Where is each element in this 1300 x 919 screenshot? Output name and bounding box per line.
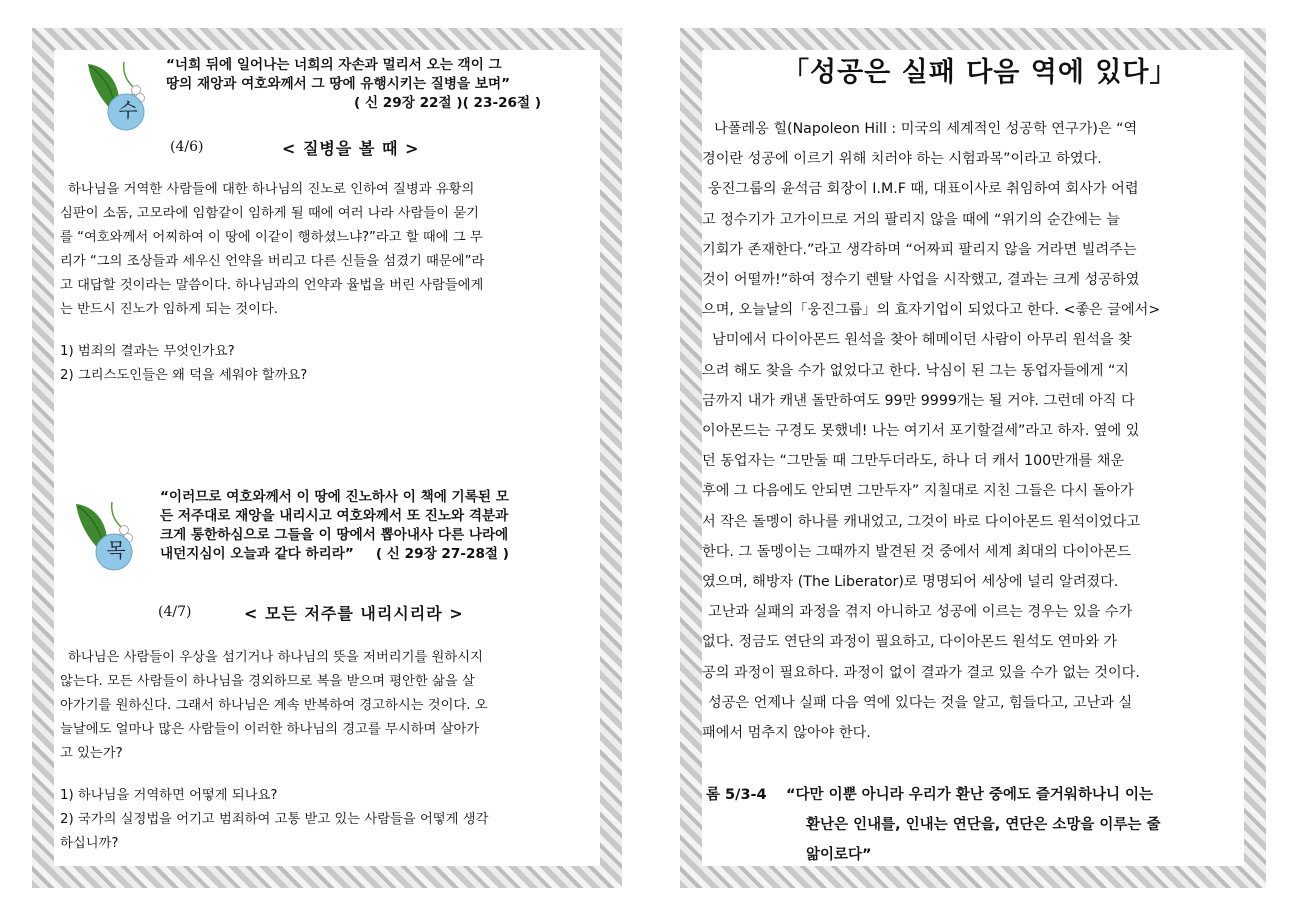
body-line: 않는다. 모든 사람들이 하나님을 경외하므로 복을 받으며 평안한 삶을 살 — [60, 674, 475, 689]
verse-reference: ( 신 29장 22절 )( 23-26절 ) — [354, 95, 542, 111]
left-page — [32, 28, 622, 888]
verse-line: 환난은 인내를, 인내는 연단을, 연단은 소망을 이루는 줄 — [806, 817, 1161, 833]
verse-quote — [160, 488, 600, 564]
body-line: 후에 그 다음에도 안되면 그만두자” 지칠대로 지친 그들은 다시 돌아가 — [702, 483, 1134, 500]
body-line: 였으며, 해방자 (The Liberator)로 명명되어 세상에 널리 알려졌다. — [702, 574, 1119, 591]
question-list — [60, 784, 488, 856]
body-line: 를 “여호와께서 어찌하여 이 땅에 이같이 행하셨느냐?”라고 할 때에 그 무 — [60, 230, 483, 245]
body-line: 하나님은 사람들이 우상을 섬기거나 하나님의 뜻을 저버리기를 원하시지 — [68, 650, 483, 665]
right-page — [680, 28, 1266, 888]
body-line: 고 대답할 것이라는 말씀이다. 하나님과의 언약과 율법을 버린 사람들에게 — [60, 278, 484, 293]
date-label: (4/7) — [158, 604, 192, 620]
verse-last-line — [160, 545, 600, 564]
body-line: 웅진그룹의 윤석금 회장이 I.M.F 때, 대표이사로 취임하여 회사가 어렵 — [708, 181, 1139, 198]
body-line: 것이 어떨까!”하여 정수기 렌탈 사업을 시작했고, 결과는 크게 성공하였 — [702, 272, 1140, 289]
body-paragraph — [60, 646, 488, 766]
question-item: 1) 범죄의 결과는 무엇인가요? — [60, 344, 235, 359]
body-line: 는 반드시 진노가 임하게 되는 것이다. — [60, 302, 279, 317]
verse-line: 크게 통한하심으로 그들을 이 땅에서 뽑아내사 다른 나라에 — [160, 527, 509, 543]
badge-character: 수 — [118, 98, 138, 122]
body-line: 고 있는가? — [60, 746, 123, 761]
body-line: 기회가 존재한다.”라고 생각하며 “어짜피 팔리지 않을 거라면 빌려주는 — [702, 241, 1137, 258]
section-title: < 질병을 볼 때 > — [282, 139, 420, 158]
body-line: 심판이 소돔, 고모라에 임함같이 임하게 될 때에 여러 나라 사람들이 묻기 — [60, 206, 479, 221]
verse-line: 든 저주대로 재앙을 내리시고 여호와께서 또 진노와 격분과 — [160, 508, 509, 524]
body-line: 으려 해도 찾을 수가 없었다고 한다. 낙심이 된 그는 동업자들에게 “지 — [702, 362, 1129, 379]
body-line: 고 정수기가 고가이므로 거의 팔리지 않을 때에 “위기의 순간에는 늘 — [702, 211, 1120, 228]
verse-line: “이러므로 여호와께서 이 땅에 진노하사 이 책에 기록된 모 — [160, 489, 509, 505]
verse-quote — [166, 56, 600, 113]
body-line: 패에서 멈추지 않아야 한다. — [702, 725, 871, 742]
body-line: 한다. 그 돌멩이는 그때까지 발견된 것 중에서 세계 최대의 다이아몬드 — [702, 543, 1131, 560]
verse-line: “다만 이뿐 아니라 우리가 환난 중에도 즐거워하나니 이는 — [786, 787, 1154, 803]
body-line: 던 동업자는 “그만둘 때 그만두더라도, 하나 더 캐서 100만개를 채운 — [702, 453, 1125, 470]
body-line: 없다. 정금도 연단의 과정이 필요하고, 다이아몬드 원석도 연마와 가 — [702, 634, 1118, 651]
verse-quote — [786, 780, 1161, 866]
body-line: 서 작은 돌멩이 하나를 캐내었고, 그것이 바로 다이아몬드 원석이었다고 — [702, 513, 1141, 530]
body-line: 으며, 오늘날의「웅진그룹」의 효자기업이 되었다고 한다. <좋은 글에서> — [702, 302, 1161, 319]
body-line: 리가 “그의 조상들과 세우신 언약을 버리고 다른 신들을 섬겼기 때문에”라 — [60, 254, 485, 269]
verse-line: 땅의 재앙과 여호와께서 그 땅에 유행시키는 질병을 보며” — [166, 76, 511, 92]
body-line: 경이란 성공에 이르기 위해 치러야 하는 시험과목”이라고 하였다. — [702, 151, 1102, 168]
body-line: 늘날에도 얼마나 많은 사람들이 이러한 하나님의 경고를 무시하며 살아가 — [60, 722, 480, 737]
question-item: 하십니까? — [60, 836, 119, 851]
date-label: (4/6) — [170, 139, 204, 155]
body-line: 이아몬드는 구경도 못했네! 나는 여기서 포기할걸세”라고 하자. 옆에 있 — [702, 423, 1140, 440]
body-line: 아가기를 원하신다. 그래서 하나님은 계속 반복하여 경고하시는 것이다. 오 — [60, 698, 488, 713]
badge-character: 목 — [106, 538, 126, 562]
question-list — [60, 340, 307, 388]
body-line: 고난과 실패의 과정을 겪지 아니하고 성공에 이르는 경우는 있을 수가 — [708, 604, 1133, 621]
question-item: 2) 국가의 실정법을 어기고 범죄하여 고통 받고 있는 사람들을 어떻게 생각 — [60, 812, 489, 827]
body-line: 성공은 언제나 실패 다음 역에 있다는 것을 알고, 힘들다고, 고난과 실 — [708, 694, 1133, 711]
verse-line: 앎이로다” — [806, 847, 872, 863]
body-line: 남미에서 다이아몬드 원석을 찾아 헤메이던 사람이 아무리 원석을 찾 — [712, 332, 1132, 349]
body-line: 공의 과정이 필요하다. 과정이 없이 결과가 결코 있을 수가 없는 것이다. — [702, 664, 1140, 681]
page-title: 「성공은 실패 다음 역에 있다」 — [782, 57, 1178, 88]
verse-reference: ( 신 29장 27-28절 ) — [375, 546, 509, 562]
body-line: 하나님을 거역한 사람들에 대한 하나님의 진노로 인하여 질병과 유황의 — [68, 182, 475, 197]
lily-of-the-valley-icon — [66, 496, 146, 580]
body-paragraph — [60, 178, 484, 322]
lily-of-the-valley-icon — [78, 56, 158, 140]
section-title: < 모든 저주를 내리시리라 > — [244, 604, 464, 623]
question-item: 1) 하나님을 거역하면 어떻게 되나요? — [60, 788, 278, 803]
body-paragraph — [702, 114, 1160, 748]
body-line: 금까지 내가 캐낸 돌만하여도 99만 9999개는 될 거야. 그런데 아직 다 — [702, 392, 1135, 409]
verse-line: “너희 뒤에 일어나는 너희의 자손과 멀리서 오는 객이 그 — [166, 57, 502, 73]
question-item: 2) 그리스도인들은 왜 덕을 세워야 할까요? — [60, 368, 308, 383]
body-line: 나폴레옹 힐(Napoleon Hill : 미국의 세계적인 성공학 연구가)은 “역 — [714, 121, 1138, 137]
verse-reference: 롬 5/3-4 — [706, 787, 767, 803]
verse-line: 내던지심이 오늘과 같다 하리라” — [160, 546, 354, 562]
